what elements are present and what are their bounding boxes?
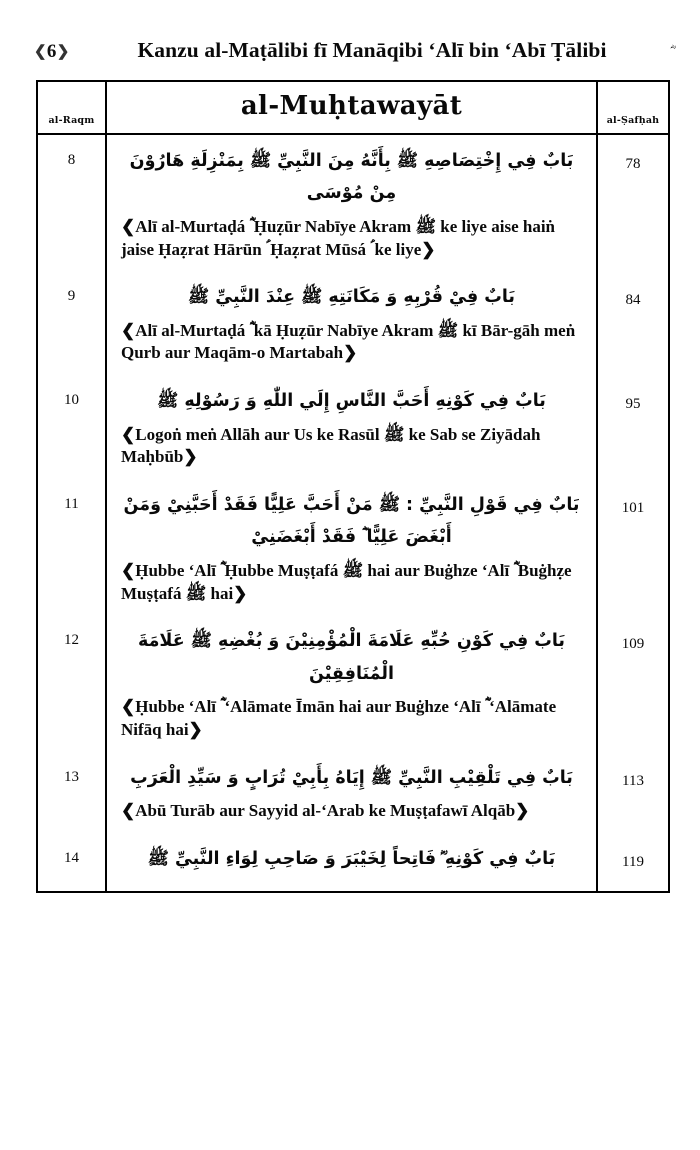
folio-ornament-left: ❮ (34, 44, 47, 60)
column-header-contents (107, 82, 596, 133)
folio-value: 6 (46, 41, 57, 62)
row-number: 8 (67, 152, 76, 168)
table-row (38, 479, 668, 615)
row-contents-cell (107, 375, 596, 479)
row-page-cell (596, 375, 668, 479)
row-transliteration-text: ❮Logoṅ meṅ Allāh aur Us ke Rasūl ﷺ ke Sab se Ziyādah Maḥbūb❯ (121, 424, 541, 467)
row-contents-cell (107, 271, 596, 375)
row-page-number: 119 (622, 853, 644, 870)
row-page-number: 78 (625, 156, 641, 172)
row-transliteration-text: ❮Alī al-Murtaḍá ؓ kā Ḥuẓūr Nabīye Akram ﷺ kī Bār-gāh meṅ Qurb aur Maqām-o Martabah❯ (121, 320, 576, 363)
row-page-cell (596, 271, 668, 375)
folio-ornament-right: ❯ (56, 44, 70, 60)
row-bottom-spacer (119, 877, 584, 887)
table-of-contents (36, 80, 670, 893)
row-page-number: 95 (625, 396, 641, 413)
row-page-cell (596, 833, 668, 891)
row-arabic-text: بَابٌ فِي إِخْتِصَاصِهِ ﷺ بِأَنَّهُ مِنَ النَّبِيِّ ﷺ بِمَنْزِلَةِ هَارُوْنَ مِنْ مُوْسَى (129, 151, 574, 204)
row-number-cell (38, 375, 107, 479)
row-page-number: 84 (625, 292, 641, 309)
column-header-page-label: al-Ṣafḥah (606, 115, 660, 126)
row-contents-cell (107, 479, 596, 615)
row-page-number: 101 (621, 500, 645, 517)
row-number: 9 (67, 288, 76, 305)
row-arabic-text: بَابٌ فِي تَلْقِيْبِ النَّبِيِّ ﷺ إِيَاهُ بِأَبِيْ تُرَابٍ وَ سَيِّدِ الْعَرَبِ (130, 767, 573, 788)
table-header-row (38, 82, 668, 135)
row-arabic-text: بَابٌ فِي كَوْنِ حُبِّهِ عَلَامَةَ الْمُؤْمِنِيْنَ وَ بُغْضِهِ ﷺ عَلَامَةَ الْمُنَافِقِيْنَ (137, 631, 566, 684)
row-number-cell (38, 135, 107, 271)
row-number-cell (38, 271, 107, 375)
folio-number (34, 41, 120, 63)
table-body (38, 135, 668, 891)
contents-title: al-Muḥtawayāt (240, 91, 463, 121)
row-number: 13 (64, 768, 79, 785)
table-row (38, 375, 668, 479)
row-number-cell (38, 479, 107, 615)
row-arabic-text: بَابٌ فِي كَوْنِهِ أَحَبَّ النَّاسِ إِلَي اللّٰهِ وَ رَسُوْلِهِ ﷺ (157, 391, 546, 412)
table-row (38, 833, 668, 891)
row-number-cell (38, 833, 107, 891)
row-contents-cell (107, 752, 596, 833)
row-contents-cell (107, 833, 596, 891)
row-page-cell (596, 615, 668, 751)
row-number-cell (38, 615, 107, 751)
row-transliteration-text: ❮Abū Turāb aur Sayyid al-‘Arab ke Muṣṭafawī Alqāb❯ (121, 801, 530, 821)
running-head (34, 38, 670, 72)
row-transliteration-text: ❮Ḥubbe ‘Alī ؓ ‘Alāmate Īmān hai aur Buġhze ‘Alī ؓ ‘Alāmate Nifāq hai❯ (121, 697, 557, 739)
column-header-number-label: al-Raqm (48, 115, 95, 126)
row-number: 14 (64, 849, 79, 866)
row-number: 12 (64, 632, 79, 649)
table-row (38, 135, 668, 271)
table-row (38, 615, 668, 751)
column-header-page (596, 82, 668, 133)
row-arabic-text: بَابٌ فِيْ قُرْبِهِ وَ مَكَانَتِهِ ﷺ عِنْدَ النَّبِيِّ ﷺ (188, 287, 515, 308)
row-page-cell (596, 135, 668, 271)
row-number: 10 (64, 392, 79, 409)
column-header-number (38, 82, 107, 133)
row-transliteration-text: ❮Alī al-Murtaḍá ؓ Ḥuẓūr Nabīye Akram ﷺ ke liye aise haiṅ jaise Ḥaẓrat Hārūn ؑ Ḥaẓrat Mūsá ؑ ke liye❯ (121, 216, 555, 259)
row-page-cell (596, 479, 668, 615)
honorific-glyph-icon (624, 44, 670, 64)
row-page-number: 109 (621, 636, 645, 653)
table-row (38, 271, 668, 375)
row-contents-cell (107, 615, 596, 751)
row-arabic-text: بَابٌ فِي كَوْنِهِ ؓ فَاتِحاً لِخَيْبَرَ وَ صَاحِبِ لِوَاءِ النَّبِيِّ ﷺ (147, 848, 556, 869)
row-page-number: 113 (622, 772, 644, 789)
row-number-cell (38, 752, 107, 833)
row-contents-cell (107, 135, 596, 271)
row-transliteration-text: ❮Ḥubbe ‘Alī ؓ Ḥubbe Muṣṭafá ﷺ hai aur Buġhze ‘Alī ؓ Buġhẓe Muṣṭafá ﷺ hai❯ (121, 560, 572, 603)
table-row (38, 752, 668, 833)
row-page-cell (596, 752, 668, 833)
row-number: 11 (64, 496, 79, 513)
book-title: Kanzu al-Maṭālibi fī Manāqibi ‘Alī bin ‘Abī Ṭālibi (137, 38, 607, 62)
row-arabic-text: بَابٌ فِي قَوْلِ النَّبِيِّ : ﷺ مَنْ أَحَبَّ عَلِيًّا فَقَدْ أَحَبَّنِيْ وَمَنْ أَبْغَضَ عَلِيًّا ؓ فَقَدْ أَبْغَضَنِيْ (123, 495, 580, 548)
